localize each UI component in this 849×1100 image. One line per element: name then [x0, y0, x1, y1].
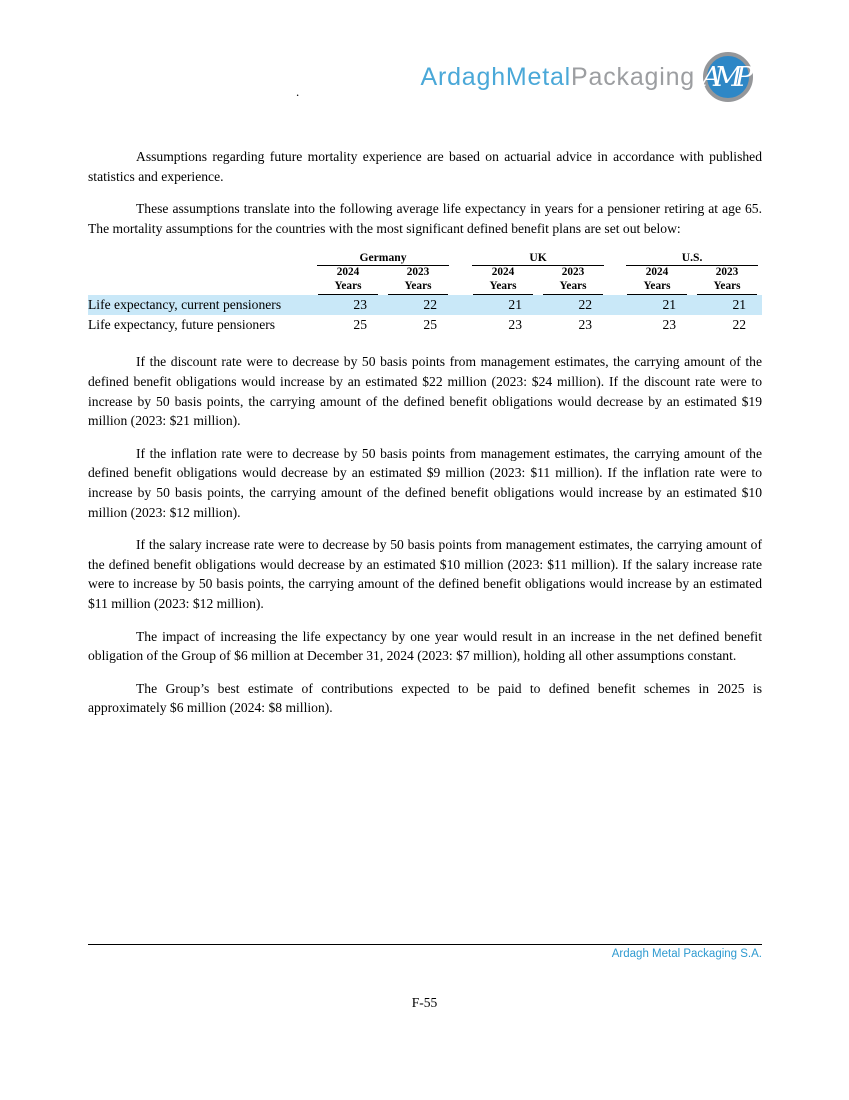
gap-cell [608, 315, 622, 335]
empty-header-cell [88, 251, 313, 266]
monogram-letters: AMP [701, 61, 747, 93]
value-cell: 22 [538, 295, 608, 315]
value-cell: 23 [313, 295, 383, 315]
gap-cell [453, 266, 468, 295]
paragraph-contributions-estimate: The Group’s best estimate of contributions expected to be paid to defined benefit schemes in 2025 is approximately $6 million (2024: $8 million). [88, 680, 762, 716]
gap-cell [608, 251, 622, 266]
wordmark-gray-text: Packaging [571, 62, 695, 91]
paragraph-life-expectancy-intro: These assumptions translate into the following average life expectancy in years for a pensioner retiring at age 65. The mortality assumptions for the countries with the most significant defined benefit plans are set out below: [88, 201, 762, 236]
empty-header-cell [88, 266, 313, 295]
page-number: F-55 [411, 995, 438, 1010]
table-row-future-pensioners [88, 315, 762, 335]
footer-divider [88, 944, 762, 945]
us-2023-header: 2023 Years [692, 266, 762, 295]
gap-cell [453, 295, 468, 315]
value-cell: 21 [622, 295, 692, 315]
paragraph-mortality-assumptions: Assumptions regarding future mortality experience are based on actuarial advice in accordance with published statistics and experience. [88, 149, 762, 184]
gap-cell [453, 251, 468, 266]
value-cell: 25 [353, 317, 367, 333]
row-label: Life expectancy, future pensioners [88, 317, 276, 333]
table-year-header-row [88, 266, 762, 295]
us-2024-header: 2024 Years [622, 266, 692, 295]
gap-cell [608, 295, 622, 315]
value-cell: 22 [732, 317, 747, 333]
footer-company-name: Ardagh Metal Packaging S.A. [611, 948, 762, 960]
value-cell: 21 [468, 295, 538, 315]
uk-2023-header: 2023 Years [538, 266, 608, 295]
germany-2023-header: 2023 Years [383, 266, 453, 295]
column-group-uk: UK [468, 251, 608, 266]
stray-period-mark: . [296, 84, 300, 99]
uk-2024-header: 2024 Years [468, 266, 538, 295]
value-cell: 23 [508, 317, 523, 333]
table-row-current-pensioners [88, 295, 762, 315]
paragraph-salary-increase-rate: If the salary increase rate were to decrease by 50 basis points from management estimates, the carrying amount of the defined benefit obligations would decrease by an estimated $10 million (2023: $11 million). If the salary increase rate were to increase by 50 basis points, the carrying amount of the defined benefit obligations would increase by an estimated $11 million (2023: $12 million). [88, 537, 762, 611]
wordmark-blue-text: ArdaghMetal [420, 62, 572, 91]
value-cell: 22 [383, 295, 453, 315]
gap-cell [608, 266, 622, 295]
value-cell: 21 [692, 295, 762, 315]
germany-2024-header: 2024 Years [313, 266, 383, 295]
paragraph-discount-rate: If the discount rate were to decrease by 50 basis points from management estimates, the carrying amount of the defined benefit obligations would increase by an estimated $22 million (2023: $24 million). If the discount rate were to increase by 50 basis points, the carrying amount of the defined benefit obligations would decrease by an estimated $19 million (2023: $21 million). [88, 354, 762, 429]
column-group-germany: Germany [313, 251, 453, 266]
table-country-header-row [88, 251, 762, 266]
value-cell: 25 [423, 317, 438, 333]
paragraph-life-expectancy-impact: The impact of increasing the life expectancy by one year would result in an increase in the net defined benefit obligation of the Group of $6 million at December 31, 2024 (2023: $7 million), holding all other assumptions constant. [88, 628, 762, 664]
gap-cell [453, 315, 468, 335]
value-cell: 23 [578, 317, 593, 333]
paragraph-inflation-rate: If the inflation rate were to decrease by 50 basis points from management estimates, the carrying amount of the defined benefit obligations would decrease by an estimated $9 million (2023: $11 million). If the inflation rate were to increase by 50 basis points, the carrying amount of the defined benefit obligations would increase by an estimated $10 million (2023: $12 million). [88, 445, 762, 520]
column-group-us: U.S. [622, 251, 762, 266]
value-cell: 23 [662, 317, 677, 333]
life-expectancy-table [88, 251, 762, 335]
page-body [88, 0, 762, 731]
row-label: Life expectancy, current pensioners [88, 295, 313, 315]
